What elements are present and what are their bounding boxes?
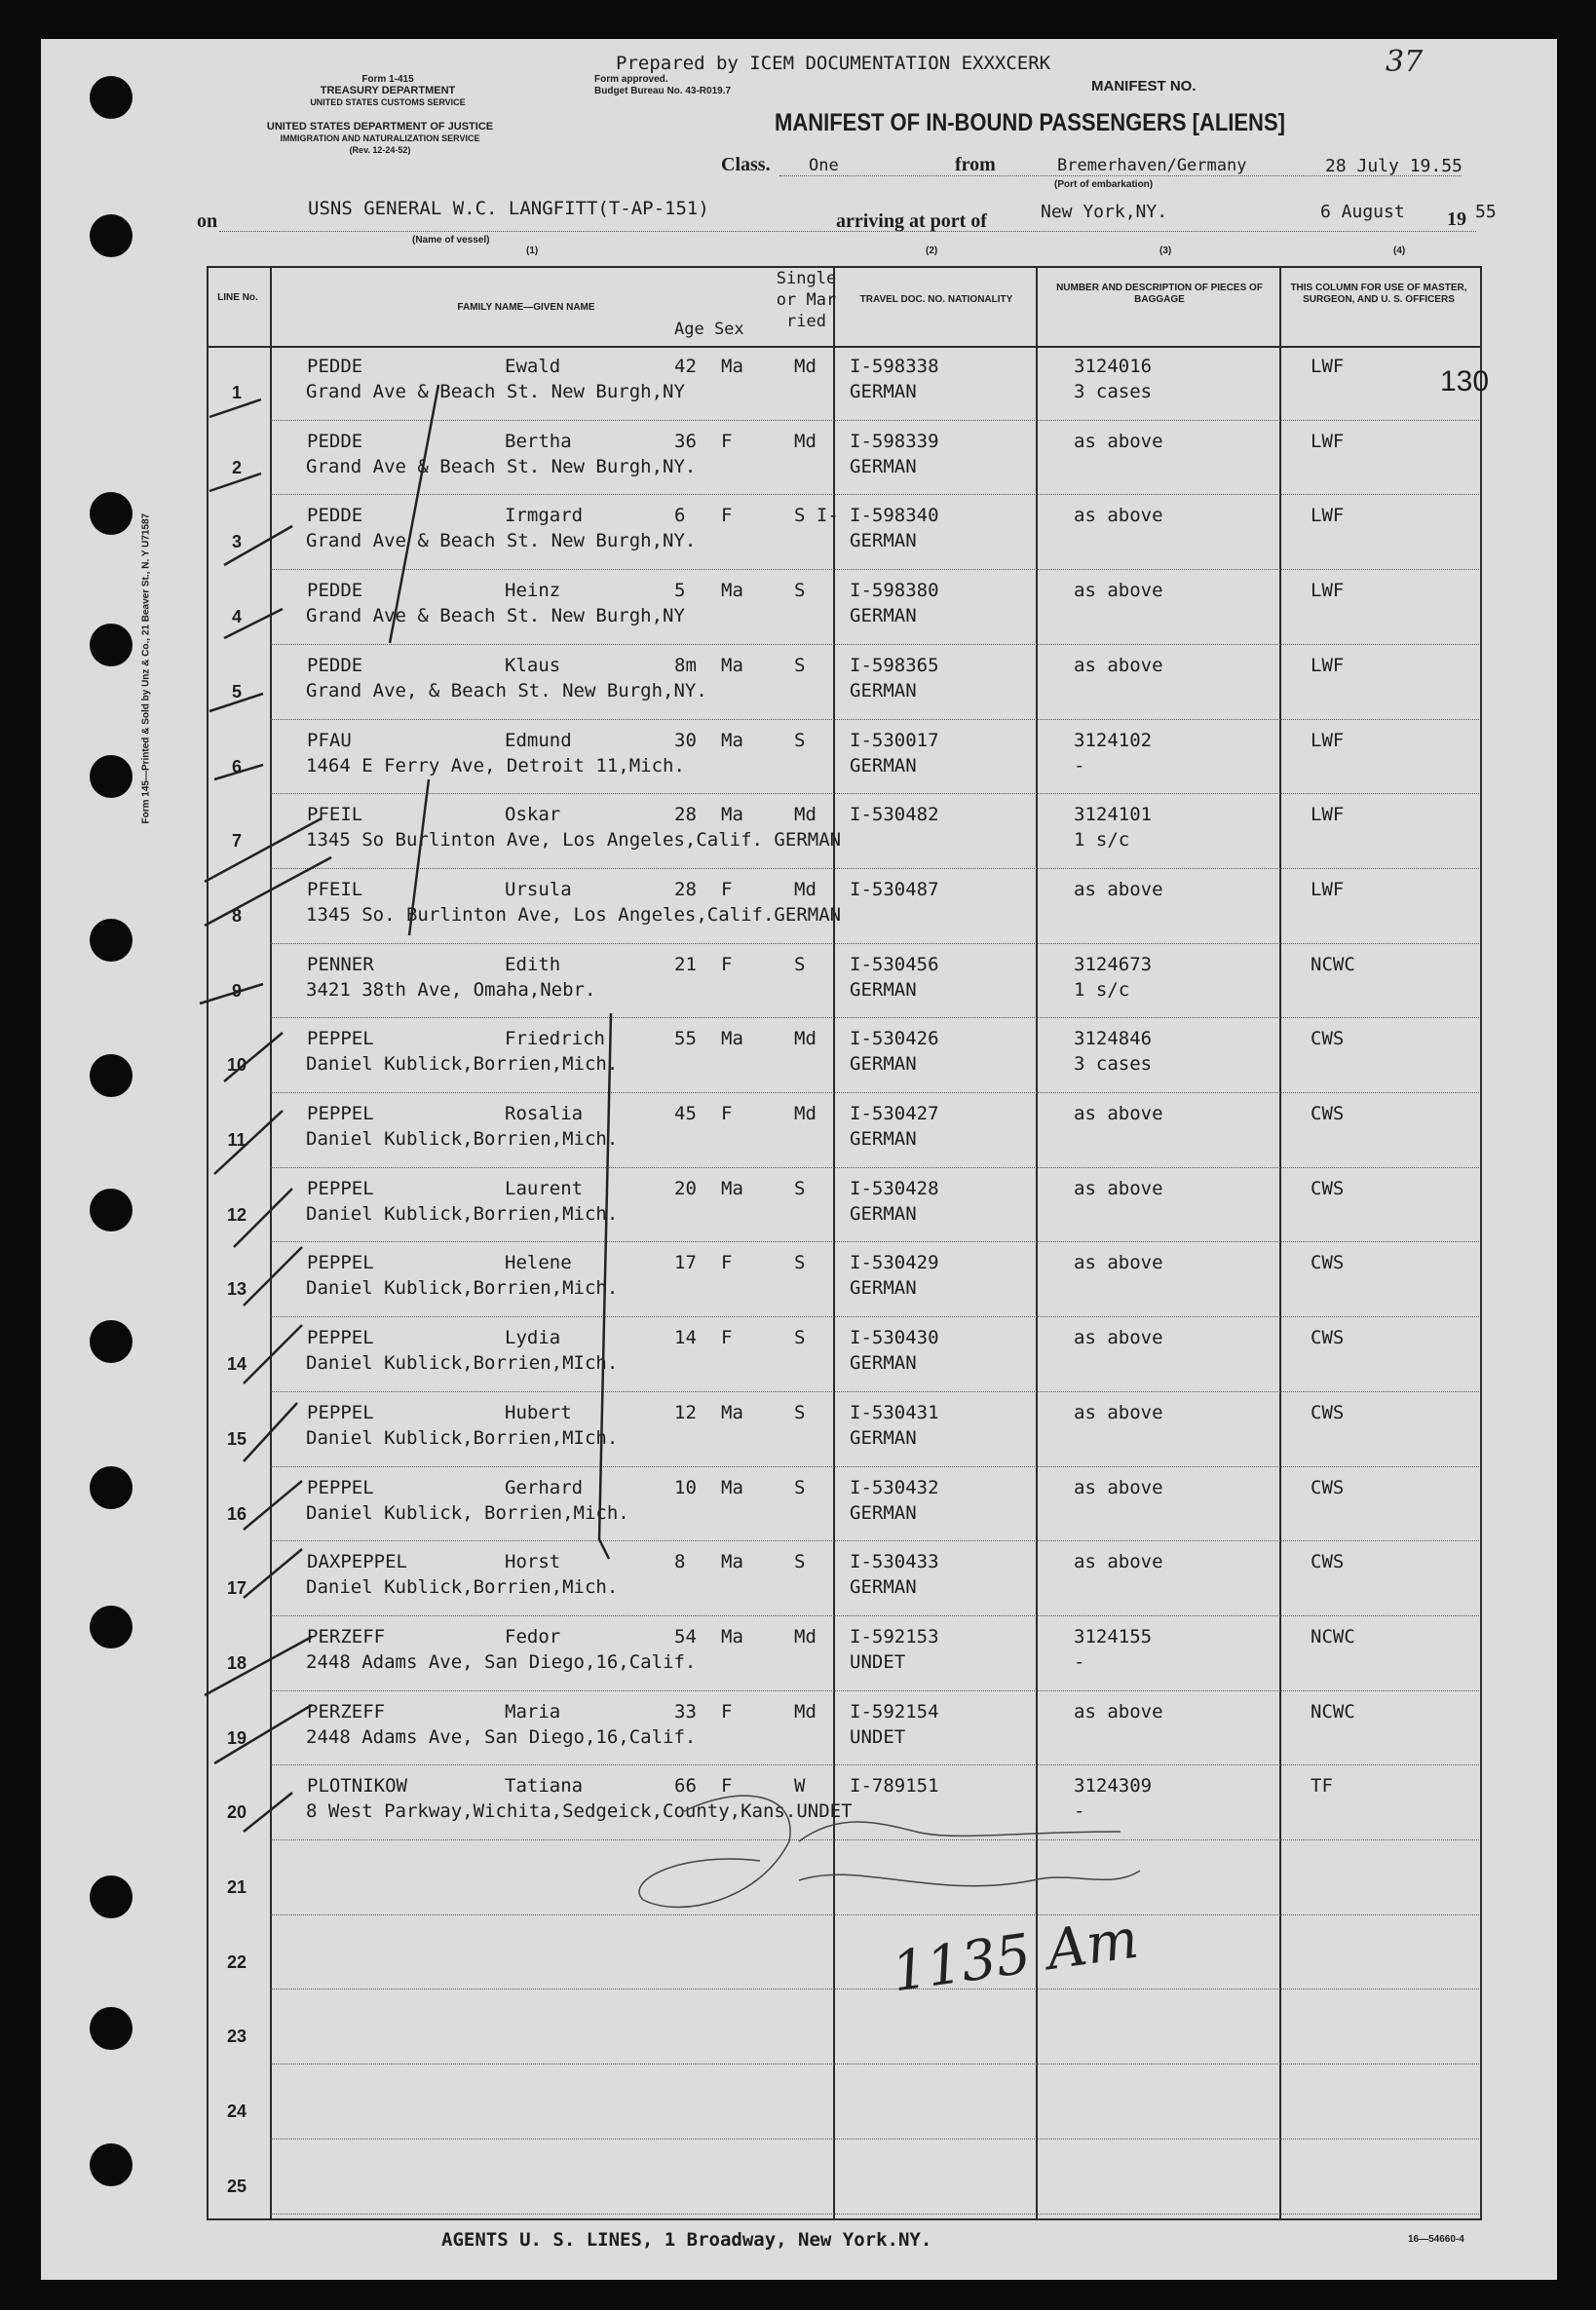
col2-marker: (2): [926, 246, 938, 256]
handwritten-note: 1135 Am: [888, 1907, 1143, 2005]
baggage-description: 3 cases: [1074, 1053, 1153, 1076]
age: 30: [674, 729, 697, 751]
marital-status: S: [794, 729, 806, 751]
baggage-number: as above: [1074, 878, 1163, 900]
given-name: Edith: [505, 953, 561, 975]
given-name: Helene: [505, 1252, 572, 1274]
baggage-number: 3124846: [1074, 1028, 1153, 1050]
arrival-port: New York,NY.: [1041, 202, 1168, 222]
nationality: GERMAN: [850, 1352, 917, 1375]
marital-status: W: [794, 1775, 806, 1798]
officer-code: NCWC: [1311, 1625, 1355, 1647]
col-header-age-sex: Age Sex: [674, 320, 744, 339]
page-tally: 130: [1440, 365, 1490, 398]
family-name: PEPPEL: [307, 1028, 374, 1050]
arrival-date: 6 August: [1320, 202, 1405, 222]
marital-status: S: [794, 1177, 806, 1199]
side-print: Form 145—Printed & Sold by Unz & Co., 21 Beaver St., N. Y U71587: [140, 512, 152, 824]
row-number: 2: [231, 457, 242, 477]
departure-date: 28 July 19.55: [1325, 156, 1463, 176]
given-name: Tatiana: [505, 1775, 584, 1798]
address: Grand Ave & Beach St. New Burgh,NY: [306, 605, 685, 627]
row-number: 25: [226, 2176, 247, 2196]
given-name: Oskar: [505, 804, 561, 826]
given-name: Ewald: [505, 356, 561, 377]
officer-code: LWF: [1311, 430, 1345, 452]
address: Grand Ave & Beach St. New Burgh,NY: [306, 381, 685, 402]
row-number: 13: [226, 1279, 247, 1300]
sex: Ma: [721, 654, 743, 676]
travel-doc-no: I-530428: [850, 1177, 939, 1199]
travel-doc-no: I-592154: [850, 1700, 939, 1723]
address: Grand Ave & Beach St. New Burgh,NY.: [306, 455, 697, 477]
baggage-number: 3124101: [1074, 804, 1153, 826]
row-number: 19: [226, 1727, 247, 1748]
family-name: PFAU: [307, 729, 352, 751]
address: 1464 E Ferry Ave, Detroit 11,Mich.: [306, 754, 685, 776]
baggage-description: -: [1074, 754, 1085, 776]
baggage-number: as above: [1074, 430, 1163, 452]
sex: F: [721, 1252, 733, 1274]
row-number: 1: [231, 383, 242, 402]
row-number: 24: [226, 2102, 247, 2122]
row-number: 14: [226, 1354, 247, 1375]
sex: Ma: [721, 1177, 743, 1199]
age: 12: [674, 1401, 697, 1423]
nationality: GERMAN: [850, 605, 917, 627]
baggage-number: 3124309: [1074, 1775, 1153, 1798]
marital-status: S: [794, 1476, 806, 1498]
travel-doc-no: I-598365: [850, 654, 939, 676]
nationality: GERMAN: [850, 1053, 917, 1076]
family-name: PEDDE: [307, 580, 363, 602]
marital-status: S: [794, 1252, 806, 1274]
baggage-number: 3124016: [1074, 356, 1153, 377]
address: 1345 So Burlinton Ave, Los Angeles,Calif. GERMAN: [306, 829, 842, 852]
officer-code: CWS: [1311, 1177, 1345, 1199]
given-name: Lydia: [505, 1327, 561, 1349]
on-label: on: [197, 210, 218, 232]
sex: Ma: [721, 729, 743, 751]
family-name: PEPPEL: [307, 1476, 374, 1498]
nationality: GERMAN: [850, 1202, 917, 1225]
address: Grand Ave, & Beach St. New Burgh,NY.: [306, 679, 707, 701]
travel-doc-no: I-592153: [850, 1625, 939, 1647]
family-name: PEPPEL: [307, 1252, 374, 1274]
baggage-number: as above: [1074, 1551, 1163, 1573]
nationality: GERMAN: [850, 455, 917, 477]
col-header-baggage: NUMBER AND DESCRIPTION OF PIECES OF BAGGAGE: [1056, 283, 1263, 305]
baggage-description: 3 cases: [1074, 381, 1153, 402]
nationality: GERMAN: [850, 1576, 917, 1599]
travel-doc-no: I-598340: [850, 505, 939, 527]
row-number: 22: [226, 1951, 247, 1972]
col4-marker: (4): [1393, 246, 1406, 256]
given-name: Horst: [505, 1551, 561, 1573]
sex: F: [721, 953, 733, 975]
age: 5: [674, 580, 686, 602]
sex: Ma: [721, 1625, 743, 1647]
age: 17: [674, 1252, 697, 1274]
col-header-line-no: LINE No.: [217, 292, 258, 303]
marital-status: Md: [794, 804, 817, 826]
marital-status: S: [794, 580, 806, 602]
marital-status: S: [794, 1551, 806, 1573]
port-embarkation-label: (Port of embarkation): [1054, 179, 1154, 190]
marital-status: Md: [794, 1625, 817, 1647]
family-name: PEDDE: [307, 654, 363, 676]
sex: F: [721, 878, 733, 900]
nationality: GERMAN: [850, 1277, 917, 1300]
given-name: Heinz: [505, 580, 561, 602]
officer-code: TF: [1311, 1775, 1333, 1798]
address: Daniel Kublick,Borrien,MIch.: [306, 1352, 619, 1375]
officer-code: NCWC: [1311, 953, 1355, 975]
family-name: PERZEFF: [307, 1625, 386, 1647]
row-number: 15: [226, 1428, 247, 1449]
address: 1345 So. Burlinton Ave, Los Angeles,Calif.GERMAN: [306, 903, 842, 926]
age: 66: [674, 1775, 697, 1798]
row-number: 7: [231, 831, 242, 852]
sex: Ma: [721, 580, 743, 602]
address: 8 West Parkway,Wichita,Sedgeick,County,Kans.UNDET: [306, 1800, 853, 1823]
class-label: Class.: [721, 154, 771, 175]
officer-code: CWS: [1311, 1028, 1345, 1050]
marital-status: Md: [794, 878, 817, 900]
given-name: Bertha: [505, 430, 572, 452]
family-name: PEPPEL: [307, 1177, 374, 1199]
nationality: GERMAN: [850, 754, 917, 776]
row-number: 6: [231, 756, 242, 776]
sex: Ma: [721, 1401, 743, 1423]
address: Grand Ave & Beach St. New Burgh,NY.: [306, 530, 697, 552]
age: 33: [674, 1700, 697, 1723]
nationality: UNDET: [850, 1725, 906, 1748]
col-header-family-name: FAMILY NAME—GIVEN NAME: [457, 302, 595, 313]
row-number: 5: [231, 681, 242, 701]
family-name: PEPPEL: [307, 1327, 374, 1349]
given-name: Maria: [505, 1700, 561, 1723]
address: 3421 38th Ave, Omaha,Nebr.: [306, 978, 596, 1001]
baggage-number: as above: [1074, 1252, 1163, 1274]
family-name: PEPPEL: [307, 1401, 374, 1423]
travel-doc-no: I-530426: [850, 1028, 939, 1050]
given-name: Rosalia: [505, 1103, 584, 1124]
age: 45: [674, 1103, 697, 1124]
sex: Ma: [721, 804, 743, 826]
marital-status: Md: [794, 1028, 817, 1050]
sex: Ma: [721, 1551, 743, 1573]
family-name: PEPPEL: [307, 1103, 374, 1124]
age: 6: [674, 505, 686, 527]
form-number: Form 1-415: [361, 74, 414, 85]
family-name: PFEIL: [307, 804, 363, 826]
given-name: Ursula: [505, 878, 572, 900]
row-number: 20: [226, 1802, 247, 1823]
marital-status: S: [794, 1401, 806, 1423]
age: 14: [674, 1327, 697, 1349]
given-name: Friedrich: [505, 1028, 605, 1050]
officer-code: CWS: [1311, 1103, 1345, 1124]
nationality: GERMAN: [850, 381, 917, 402]
row-number: 18: [226, 1652, 247, 1673]
baggage-description: -: [1074, 1650, 1085, 1673]
age: 42: [674, 356, 697, 377]
officer-code: LWF: [1311, 804, 1345, 826]
given-name: Laurent: [505, 1177, 584, 1199]
officer-code: LWF: [1311, 505, 1345, 527]
row-number: 8: [231, 905, 242, 926]
from-value: Bremerhaven/Germany: [1057, 156, 1247, 175]
marital-status: S: [794, 654, 806, 676]
age: 10: [674, 1476, 697, 1498]
marital-status: Md: [794, 430, 817, 452]
row-number: 9: [231, 980, 242, 1001]
travel-doc-no: I-530427: [850, 1103, 939, 1124]
sex: Ma: [721, 356, 743, 377]
age: 20: [674, 1177, 697, 1199]
travel-doc-no: I-530431: [850, 1401, 939, 1423]
nationality: GERMAN: [850, 530, 917, 552]
officer-code: CWS: [1311, 1252, 1345, 1274]
given-name: Irmgard: [505, 505, 584, 527]
baggage-description: 1 s/c: [1074, 978, 1130, 1001]
marital-status: S I-: [794, 505, 839, 527]
travel-doc-no: I-598380: [850, 580, 939, 602]
marital-status: Md: [794, 356, 817, 377]
baggage-number: as above: [1074, 1327, 1163, 1349]
col-header-single-married: Single or Mar ried: [776, 269, 837, 331]
officer-code: CWS: [1311, 1401, 1345, 1423]
nationality: GERMAN: [850, 1501, 917, 1524]
baggage-number: as above: [1074, 1177, 1163, 1199]
sex: F: [721, 1327, 733, 1349]
given-name: Klaus: [505, 654, 561, 676]
age: 36: [674, 430, 697, 452]
baggage-number: as above: [1074, 1476, 1163, 1498]
baggage-number: as above: [1074, 654, 1163, 676]
baggage-number: as above: [1074, 1103, 1163, 1124]
age: 21: [674, 953, 697, 975]
address: 2448 Adams Ave, San Diego,16,Calif.: [306, 1725, 697, 1748]
age: 8: [674, 1551, 686, 1573]
nationality: GERMAN: [850, 679, 917, 701]
justice-label: UNITED STATES DEPARTMENT OF JUSTICE: [266, 121, 494, 133]
officer-code: CWS: [1311, 1476, 1345, 1498]
baggage-number: 3124673: [1074, 953, 1153, 975]
treasury-label: TREASURY DEPARTMENT: [320, 85, 456, 96]
officer-code: NCWC: [1311, 1700, 1355, 1723]
budget-bureau: Budget Bureau No. 43-R019.7: [594, 86, 732, 96]
address: Daniel Kublick,Borrien,MIch.: [306, 1426, 619, 1449]
signature-scribble: [639, 1796, 1140, 1907]
family-name: PERZEFF: [307, 1700, 386, 1723]
row-number: 3: [231, 532, 242, 552]
given-name: Fedor: [505, 1625, 561, 1647]
sex: Ma: [721, 1028, 743, 1050]
row-number: 11: [227, 1130, 247, 1150]
family-name: PLOTNIKOW: [307, 1775, 407, 1798]
nationality: GERMAN: [850, 978, 917, 1001]
family-name: DAXPEPPEL: [307, 1551, 407, 1573]
row-number: 12: [226, 1204, 247, 1225]
check-marks: [200, 385, 611, 1832]
officer-code: LWF: [1311, 654, 1345, 676]
address: 2448 Adams Ave, San Diego,16,Calif.: [306, 1650, 697, 1673]
officer-code: LWF: [1311, 580, 1345, 602]
page-title: MANIFEST OF IN-BOUND PASSENGERS [ALIENS]: [775, 109, 1285, 136]
prepared-by: Prepared by ICEM DOCUMENTATION EXXXCERK: [616, 53, 1051, 74]
arriving-label: arriving at port of: [836, 210, 987, 232]
from-label: from: [955, 154, 996, 175]
travel-doc-no: I-530429: [850, 1252, 939, 1274]
sex: F: [721, 1103, 733, 1124]
sex: F: [721, 1775, 733, 1798]
row-number: 17: [226, 1578, 247, 1599]
family-name: PEDDE: [307, 505, 363, 527]
col3-marker: (3): [1159, 246, 1172, 256]
officer-code: LWF: [1311, 878, 1345, 900]
travel-doc-no: I-598338: [850, 356, 939, 377]
footer-form-code: 16—54660-4: [1408, 2234, 1464, 2245]
baggage-number: as above: [1074, 505, 1163, 527]
family-name: PEDDE: [307, 430, 363, 452]
baggage-number: 3124155: [1074, 1625, 1153, 1647]
given-name: Hubert: [505, 1401, 572, 1423]
marital-status: Md: [794, 1103, 817, 1124]
marital-status: S: [794, 953, 806, 975]
class-value: One: [809, 156, 839, 175]
family-name: PFEIL: [307, 878, 363, 900]
travel-doc-no: I-598339: [850, 430, 939, 452]
age: 54: [674, 1625, 697, 1647]
baggage-number: 3124102: [1074, 729, 1153, 751]
address: Daniel Kublick,Borrien,Mich.: [306, 1128, 619, 1150]
address: Daniel Kublick,Borrien,Mich.: [306, 1277, 619, 1300]
officer-code: CWS: [1311, 1327, 1345, 1349]
baggage-description: -: [1074, 1800, 1085, 1823]
officer-code: LWF: [1311, 356, 1345, 377]
sex: F: [721, 430, 733, 452]
officer-code: CWS: [1311, 1551, 1345, 1573]
sex: Ma: [721, 1476, 743, 1498]
row-number: 21: [226, 1877, 247, 1897]
age: 28: [674, 804, 697, 826]
footer-agents: AGENTS U. S. LINES, 1 Broadway, New York.NY.: [441, 2229, 932, 2251]
marital-status: S: [794, 1327, 806, 1349]
travel-doc-no: I-530017: [850, 729, 939, 751]
baggage-description: 1 s/c: [1074, 829, 1130, 852]
revision-label: (Rev. 12-24-52): [349, 145, 411, 155]
baggage-number: as above: [1074, 1401, 1163, 1423]
manifest-no-label: MANIFEST NO.: [1091, 78, 1197, 95]
age: 8m: [674, 654, 697, 676]
travel-doc-no: I-530430: [850, 1327, 939, 1349]
age: 28: [674, 878, 697, 900]
travel-doc-no: I-530482: [850, 804, 939, 826]
form-approved: Form approved.: [594, 74, 668, 85]
arrival-year-prefix: 19: [1447, 208, 1466, 230]
travel-doc-no: I-530456: [850, 953, 939, 975]
age: 55: [674, 1028, 697, 1050]
sex: F: [721, 1700, 733, 1723]
col-header-officers: THIS COLUMN FOR USE OF MASTER, SURGEON, AND U. S. OFFICERS: [1290, 283, 1467, 305]
col-header-travel-doc: TRAVEL DOC. NO. NATIONALITY: [859, 294, 1013, 305]
vessel-label: (Name of vessel): [412, 235, 490, 246]
marital-status: Md: [794, 1700, 817, 1723]
row-number: 16: [226, 1503, 247, 1524]
baggage-number: as above: [1074, 1700, 1163, 1723]
row-number: 4: [231, 607, 242, 627]
travel-doc-no: I-530433: [850, 1551, 939, 1573]
immigration-label: IMMIGRATION AND NATURALIZATION SERVICE: [280, 133, 480, 143]
given-name: Gerhard: [505, 1476, 584, 1498]
baggage-number: as above: [1074, 580, 1163, 602]
family-name: PENNER: [307, 953, 374, 975]
family-name: PEDDE: [307, 356, 363, 377]
nationality: GERMAN: [850, 1426, 917, 1449]
address: Daniel Kublick,Borrien,Mich.: [306, 1202, 619, 1225]
arrival-year: 55: [1475, 202, 1497, 222]
row-number: 23: [226, 2026, 247, 2047]
nationality: GERMAN: [850, 1128, 917, 1150]
address: Daniel Kublick,Borrien,Mich.: [306, 1053, 619, 1076]
given-name: Edmund: [505, 729, 572, 751]
address: Daniel Kublick,Borrien,Mich.: [306, 1576, 619, 1599]
vessel-name: USNS GENERAL W.C. LANGFITT(T-AP-151): [308, 198, 709, 219]
customs-label: UNITED STATES CUSTOMS SERVICE: [310, 97, 466, 107]
row-number: 10: [226, 1055, 247, 1076]
officer-code: LWF: [1311, 729, 1345, 751]
manifest-no-value: 37: [1386, 45, 1424, 79]
address: Daniel Kublick, Borrien,Mich.: [306, 1501, 629, 1524]
travel-doc-no: I-530487: [850, 878, 939, 900]
travel-doc-no: I-530432: [850, 1476, 939, 1498]
sex: F: [721, 505, 733, 527]
col1-marker: (1): [526, 246, 539, 256]
travel-doc-no: I-789151: [850, 1775, 939, 1798]
nationality: UNDET: [850, 1650, 906, 1673]
